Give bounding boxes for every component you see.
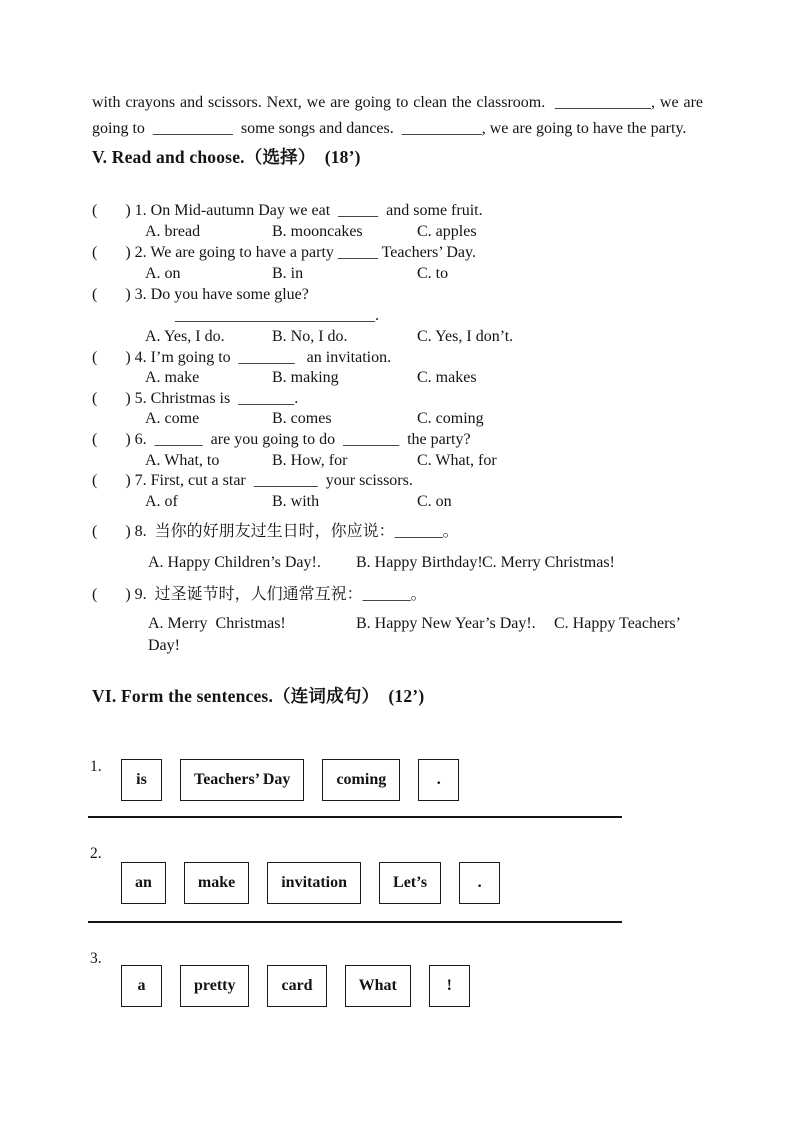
- option-c: C. on: [417, 493, 452, 510]
- question-3: ( ) 3. Do you have some glue?: [92, 286, 309, 303]
- option-c: C. apples: [417, 223, 477, 240]
- option-b: B. mooncakes: [272, 223, 363, 240]
- question-4-options: [145, 368, 477, 388]
- question-8-options: [148, 553, 615, 573]
- option-b: B. with: [272, 493, 320, 510]
- word-box: card: [267, 965, 326, 1007]
- section-vi-title: VI. Form the sentences.（连词成句） (12’): [92, 686, 425, 706]
- option-a: A. make: [145, 369, 200, 386]
- question-1-options: [145, 222, 477, 242]
- question-9: ( ) 9. 过圣诞节时，人们通常互祝：______。: [92, 586, 427, 603]
- word-box: a: [121, 965, 162, 1007]
- intro-paragraph-line-2: going to __________ some songs and dances. __________, we are going to have the party.: [92, 120, 687, 137]
- question-5-options: [145, 409, 484, 429]
- word-box: an: [121, 862, 166, 904]
- question-1: ( ) 1. On Mid-autumn Day we eat _____ and some fruit.: [92, 202, 483, 219]
- option-c: C. coming: [417, 410, 484, 427]
- option-c: C. Merry Christmas!: [482, 554, 615, 571]
- word-box: !: [429, 965, 470, 1007]
- question-2: ( ) 2. We are going to have a party _____ Teachers’ Day.: [92, 244, 476, 261]
- question-4: ( ) 4. I’m going to _______ an invitation.: [92, 349, 392, 366]
- word-box: pretty: [180, 965, 249, 1007]
- word-box: invitation: [267, 862, 361, 904]
- option-b: B. No, I do.: [272, 328, 348, 345]
- item-number-2: 2.: [90, 845, 102, 862]
- question-8: ( ) 8. 当你的好朋友过生日时，你应说：______。: [92, 523, 459, 540]
- option-b: B. comes: [272, 410, 332, 427]
- answer-line-2: [88, 921, 622, 923]
- question-7: ( ) 7. First, cut a star ________ your scissors.: [92, 472, 413, 489]
- option-a: A. bread: [145, 223, 201, 240]
- word-box-row-1: [121, 759, 459, 801]
- option-a: A. on: [145, 265, 181, 282]
- option-c: C. What, for: [417, 452, 497, 469]
- option-b: B. How, for: [272, 452, 348, 469]
- option-b: B. in: [272, 265, 304, 282]
- item-number-3: 3.: [90, 950, 102, 967]
- word-box: coming: [322, 759, 400, 801]
- option-a: A. Happy Children’s Day!.: [148, 554, 321, 571]
- word-box: Teachers’ Day: [180, 759, 304, 801]
- option-c: C. to: [417, 265, 449, 282]
- option-a: A. Yes, I do.: [145, 328, 225, 345]
- question-7-options: [145, 492, 452, 512]
- answer-line-1: [88, 816, 622, 818]
- option-c: C. Happy Teachers’: [554, 615, 681, 632]
- word-box-row-2: [121, 862, 500, 904]
- word-box-row-3: [121, 965, 470, 1007]
- word-box: .: [459, 862, 500, 904]
- question-2-options: [145, 264, 448, 284]
- question-6-options: [145, 451, 497, 471]
- question-3-answer-blank: _________________________.: [175, 307, 379, 324]
- option-a: A. come: [145, 410, 200, 427]
- question-5: ( ) 5. Christmas is _______.: [92, 390, 299, 407]
- question-6: ( ) 6. ______ are you going to do _______ the party?: [92, 431, 471, 448]
- intro-paragraph-line-1: with crayons and scissors. Next, we are going to clean the classroom. ____________, we are: [92, 94, 703, 111]
- word-box: Let’s: [379, 862, 441, 904]
- option-b: B. Happy New Year’s Day!.: [356, 615, 536, 632]
- option-b: B. making: [272, 369, 339, 386]
- question-9-option-c-wrap: Day!: [148, 637, 180, 654]
- item-number-1: 1.: [90, 758, 102, 775]
- question-9-options: [148, 614, 681, 634]
- option-b: B. Happy Birthday!: [356, 554, 483, 571]
- option-c: C. makes: [417, 369, 477, 386]
- option-a: A. of: [145, 493, 178, 510]
- question-3-options: [145, 327, 513, 347]
- word-box: .: [418, 759, 459, 801]
- word-box: What: [345, 965, 411, 1007]
- section-v-title: V. Read and choose.（选择） (18’): [92, 147, 361, 167]
- word-box: make: [184, 862, 249, 904]
- option-a: A. What, to: [145, 452, 220, 469]
- option-c: C. Yes, I don’t.: [417, 328, 514, 345]
- word-box: is: [121, 759, 162, 801]
- option-a: A. Merry Christmas!: [148, 615, 286, 632]
